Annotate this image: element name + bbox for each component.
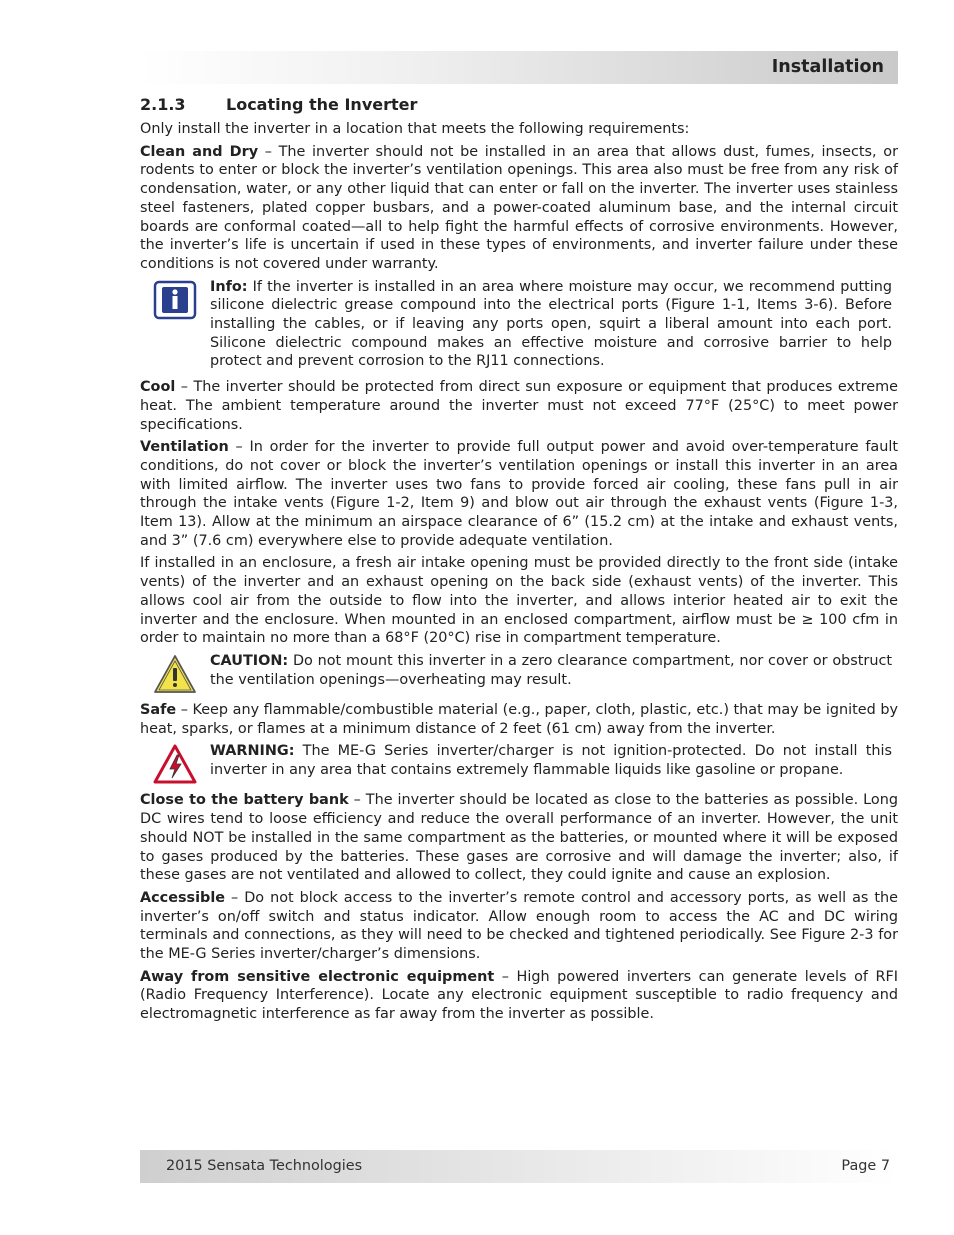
warning-notice — [140, 742, 898, 784]
section-heading — [140, 95, 898, 114]
section-title: Locating the Inverter — [226, 95, 418, 114]
high-voltage-warning-icon — [140, 742, 210, 784]
battery-bank-paragraph — [140, 791, 898, 885]
warning-paragraph — [210, 742, 892, 779]
footer-bar — [140, 1150, 898, 1183]
info-notice — [140, 278, 898, 372]
header-bar — [140, 51, 898, 84]
cool-text: – The inverter should be protected from direct sun exposure or equipment that produces extreme heat. The ambient temperature around the inverter must not exceed 77°F (25°C) to meet power specifications. — [140, 379, 898, 433]
battery-bank-text: – The inverter should be located as close to the batteries as possible. Long DC wires tend to loose efficiency and reduce the overall performance of an inverter. However, the unit should NOT be installed in the same compartment as the batteries, or mounted where it will be exposed to gases produced by the batteries. These gases are corrosive and will damage the inverter; also, if these gases are not ventilated and allowed to collect, they could ignite and cause an explosion. — [140, 792, 898, 884]
safe-text: – Keep any flammable/combustible material (e.g., paper, cloth, plastic, etc.) that may be ignited by heat, sparks, or flames at a minimum distance of 2 feet (61 cm) away from the inverter. — [140, 701, 898, 737]
ventilation-lead: Ventilation — [140, 439, 229, 456]
caution-text: Do not mount this inverter in a zero clearance compartment, nor cover or obstruct the ventilation openings—overheating may result. — [210, 652, 892, 688]
caution-icon — [140, 652, 210, 694]
away-from-electronics-text: – High powered inverters can generate levels of RFI (Radio Frequency Interference). Locate any electronic equipment susceptible to radio frequency and electromagnetic interference as far away from the inverter as possible. — [140, 968, 899, 1023]
safe-lead: Safe — [140, 701, 177, 718]
info-text: If the inverter is installed in an area where moisture may occur, we recommend putting silicone dielectric grease compound into the electrical ports (Figure 1-1, Items 3-6). Before installing the cables, or if leaving any ports open, squirt a liberal amount into each port. Silicone dielectric compound makes an effective moisture and corrosive barrier to help protect and prevent corrosion to the RJ11 connections. — [210, 278, 892, 370]
header-title: Installation — [771, 57, 884, 77]
info-icon — [140, 278, 210, 320]
battery-bank-lead: Close to the battery bank — [140, 792, 349, 809]
info-paragraph — [210, 278, 892, 372]
away-from-electronics-paragraph — [140, 968, 898, 1024]
footer-copyright: 2015 Sensata Technologies — [166, 1158, 363, 1174]
clean-and-dry-paragraph — [140, 143, 898, 274]
accessible-lead: Accessible — [140, 889, 226, 906]
accessible-text: – Do not block access to the inverter’s remote control and accessory ports, as well as the inverter’s on/off switch and status indicator. Allow enough room to access the AC and DC wiring terminals and connections, as they will need to be checked and tightened periodically. See Figure 2-3 for the ME-G Series inverter/charger’s dimensions. — [140, 889, 898, 963]
intro-paragraph: Only install the inverter in a location that meets the following requirements: — [140, 121, 690, 137]
enclosure-paragraph: If installed in an enclosure, a fresh air intake opening must be provided directly to the front side (intake vents) of the inverter and an exhaust opening on the back side (exhaust vents) of the inverter. This allows cool air from the outside to flow into the inverter, and allows interior heated air to exit the inverter and the enclosure. When mounted in an enclosed compartment, airflow must be ≥ 100 cfm in order to maintain no more than a 68°F (20°C) rise in compartment temperature. — [140, 555, 898, 647]
safe-paragraph — [140, 701, 898, 738]
caution-notice — [140, 652, 898, 694]
clean-and-dry-lead: Clean and Dry — [140, 143, 259, 160]
warning-text: The ME-G Series inverter/charger is not ignition-protected. Do not install this inverter in any area that contains extremely flammable liquids like gasoline or propane. — [210, 743, 892, 779]
page-number: Page 7 — [841, 1158, 890, 1174]
cool-lead: Cool — [140, 379, 176, 396]
accessible-paragraph — [140, 889, 898, 964]
info-lead: Info: — [210, 278, 248, 295]
section-number: 2.1.3 — [140, 95, 186, 114]
caution-paragraph — [210, 652, 892, 689]
warning-lead: WARNING: — [210, 743, 295, 760]
ventilation-text: – In order for the inverter to provide full output power and avoid over-temperature fault conditions, do not cover or block the inverter’s ventilation openings or install this inverter in an area with limited airflow. The inverter uses two fans to provide forced air cooling, these fans pull in air through the intake vents (Figure 1-2, Item 9) and blow out air through the exhaust vents (Figure 1-3, Item 13). Allow at the minimum an airspace clearance of 6” (15.2 cm) at the intake and exhaust vents, and 3” (7.6 cm) everywhere else to provide adequate ventilation. — [140, 439, 898, 549]
cool-paragraph — [140, 378, 898, 434]
ventilation-paragraph — [140, 438, 898, 550]
away-from-electronics-lead: Away from sensitive electronic equipment — [140, 968, 495, 985]
clean-and-dry-text: – The inverter should not be installed in an area that allows dust, fumes, insects, or rodents to enter or block the inverter’s ventilation openings. This area also must be free from any risk of condensation, water, or any other liquid that can enter or fall on the inverter. The inverter uses stainless steel fasteners, plated copper busbars, and a power-coated aluminum base, and the internal circuit boards are conformal coated—all to help fight the harmful effects of corrosive environments. However, the inverter’s life is uncertain if used in these types of environments, and inverter failure under these conditions is not covered under warranty. — [140, 143, 898, 272]
page-content — [140, 95, 898, 1028]
caution-lead: CAUTION: — [210, 652, 289, 669]
